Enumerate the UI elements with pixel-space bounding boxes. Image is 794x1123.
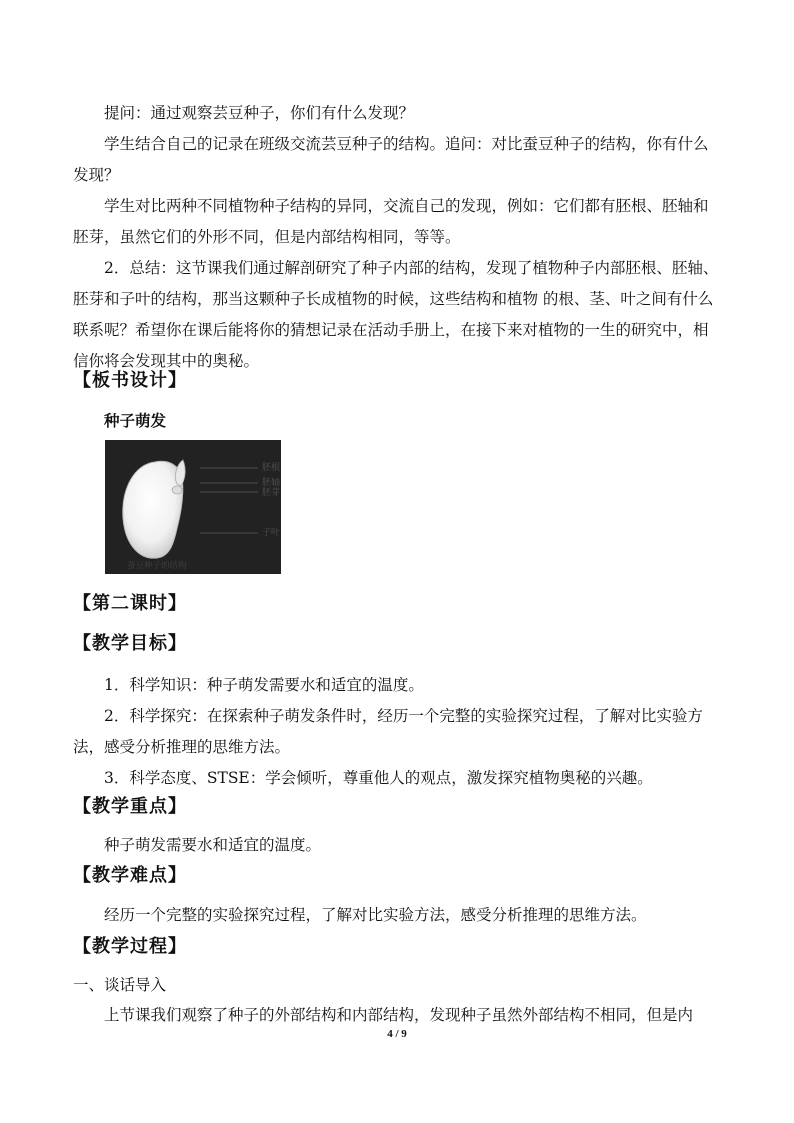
heading-key-points: 【教学重点】 [73, 796, 187, 817]
board-title: 种子萌发 [104, 411, 167, 430]
heading-teaching-process: 【教学过程】 [73, 936, 187, 957]
key-points-text: 种子萌发需要水和适宜的温度。 [104, 836, 322, 854]
heading-second-lesson: 【第二课时】 [73, 593, 187, 614]
heading-difficulties: 【教学难点】 [73, 865, 187, 886]
label-plumule: 胚芽 [262, 488, 281, 498]
label-cotyledon: 子叶 [262, 528, 281, 538]
paragraph-summary: 2．总结：这节课我们通过解剖研究了种子内部的结构，发现了植物种子内部胚根、胚轴、胚芽和子叶的结构，那当这颗种子长成植物的时候，这些结构和植物 的根、茎、叶之间有什么联系呢？希望你在课后能将你的猜想记录在活动手册上，在接下来对植物的一生的研究中，相信你将会发现其中的奥秘。 [73, 259, 719, 370]
goal-knowledge: 1．科学知识：种子萌发需要水和适宜的温度。 [104, 676, 424, 694]
heading-board-design: 【板书设计】 [73, 370, 187, 391]
paragraph-student-exchange: 学生结合自己的记录在班级交流芸豆种子的结构。追问：对比蚕豆种子的结构，你有什么发现？ [73, 135, 709, 184]
page-number: 4 / 9 [387, 1028, 407, 1040]
label-leader-lines [200, 440, 290, 574]
goal-inquiry: 2．科学探究：在探索种子萌发条件时，经历一个完整的实验探究过程，了解对比实验方法，感受分析推理的思维方法。 [73, 707, 703, 756]
section-intro-heading: 一、谈话导入 [73, 976, 167, 994]
paragraph-intro: 上节课我们观察了种子的外部结构和内部结构，发现种子虽然外部结构不相同，但是内 [104, 1006, 694, 1024]
difficulties-text: 经历一个完整的实验探究过程，了解对比实验方法，感受分析推理的思维方法。 [104, 906, 647, 924]
figure-label-area [200, 440, 290, 574]
paragraph-question: 提问：通过观察芸豆种子，你们有什么发现？ [104, 104, 415, 122]
heading-teaching-goals: 【教学目标】 [73, 633, 187, 654]
label-hypocotyl: 胚轴 [262, 478, 281, 488]
paragraph-comparison: 学生对比两种不同植物种子结构的异同，交流自己的发现，例如：它们都有胚根、胚轴和胚芽，虽然它们的外形不同，但是内部结构相同，等等。 [73, 197, 709, 246]
goal-attitude: 3．科学态度、STSE：学会倾听，尊重他人的观点，激发探究植物奥秘的兴趣。 [104, 769, 653, 787]
figure-caption: 蚕豆种子的结构 [127, 561, 187, 571]
label-radicle: 胚根 [262, 463, 281, 473]
